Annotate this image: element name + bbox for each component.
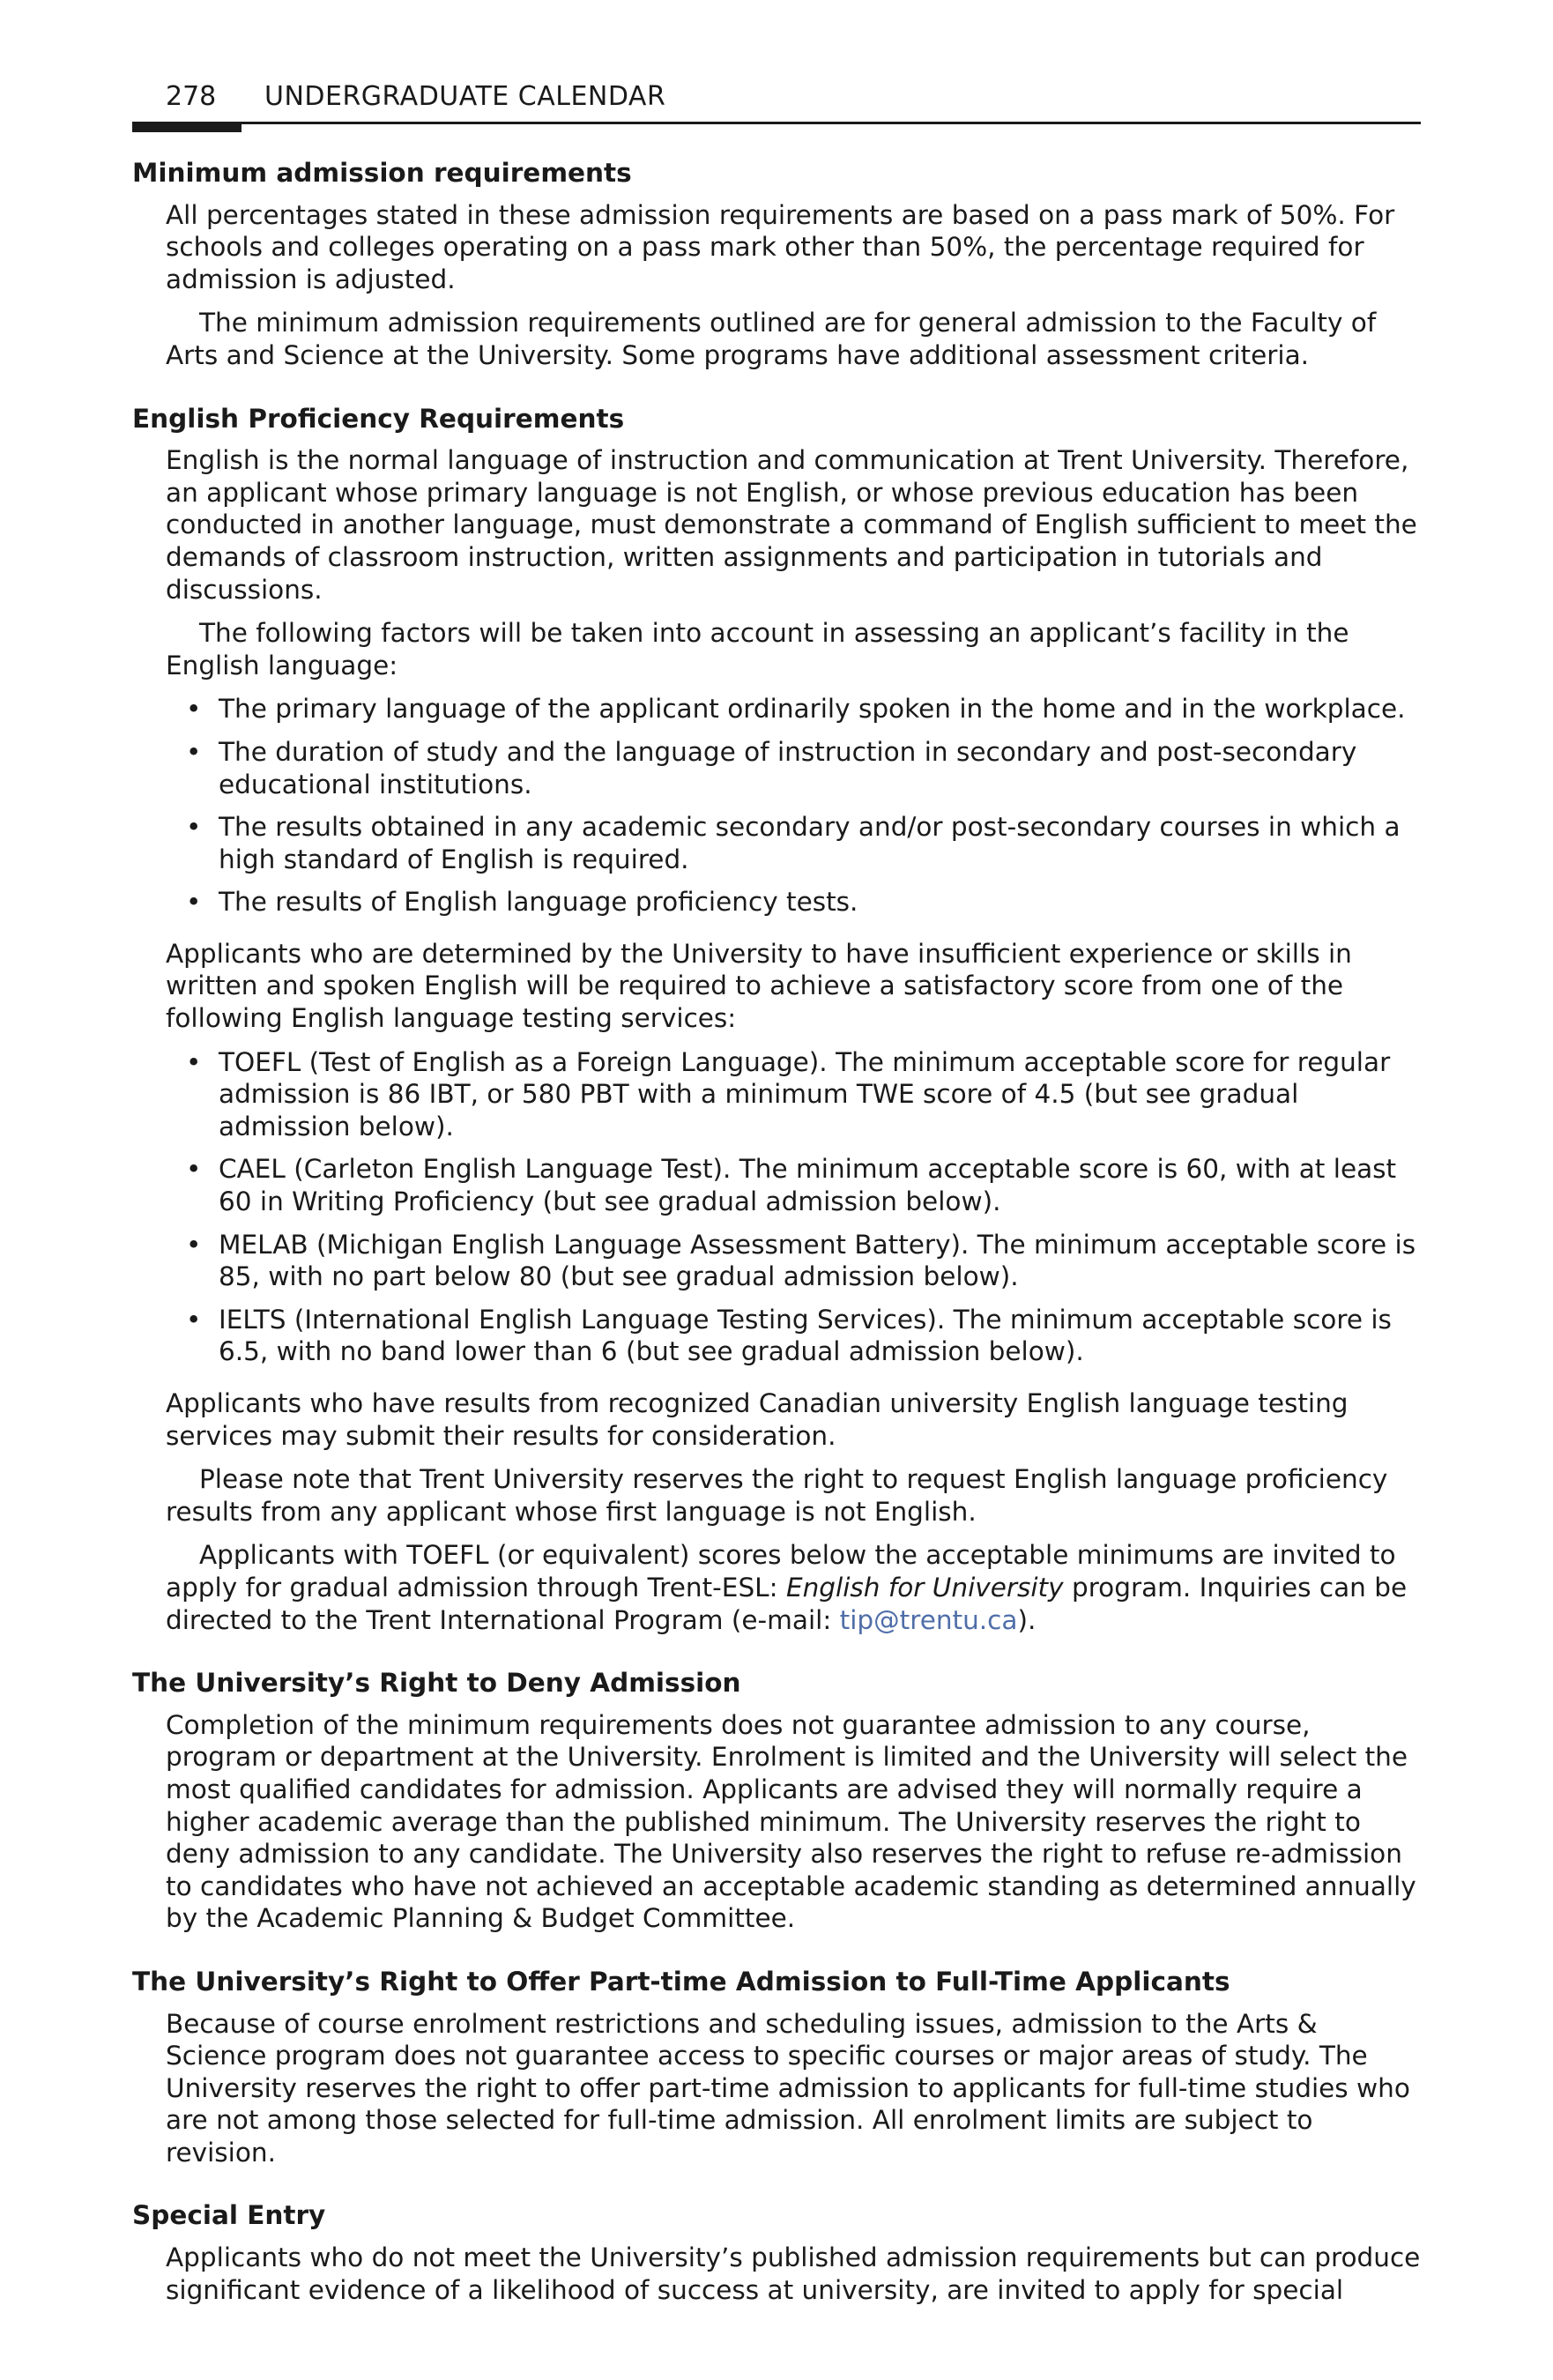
paragraph: The minimum admission requirements outlined are for general admission to the Faculty of Arts and Science at the University. Some programs have additional assessment criteria. bbox=[166, 308, 1377, 370]
page-content bbox=[132, 157, 1421, 2306]
bullet-icon: • bbox=[186, 887, 202, 918]
paragraph: Applicants who are determined by the University to have insufficient experience or skills in written and spoken English will be required to achieve a satisfactory score from one of the following English language testing services: bbox=[166, 938, 1352, 1034]
section-part-time-admission bbox=[132, 1966, 1421, 2169]
section-heading: Special Entry bbox=[132, 2200, 326, 2231]
paragraph: Applicants who have results from recognized Canadian university English language testing services may submit their results for consideration. bbox=[166, 1388, 1349, 1451]
header-rule bbox=[132, 122, 1421, 124]
list-item-text: The results of English language proficiency tests. bbox=[219, 887, 858, 918]
bullet-icon: • bbox=[186, 1304, 202, 1335]
section-heading: Minimum admission requirements bbox=[132, 158, 632, 188]
text-run: program. Inquiries can be directed to the Trent International Program (e-mail: bbox=[166, 1572, 1408, 1635]
list-item bbox=[166, 1304, 1421, 1368]
paragraph: English is the normal language of instruction and communication at Trent University. Therefore, an applicant whose primary language is not English, or whose previous education has been conducted in another language, must demonstrate a command of English sufficient to meet the demands of classroom instruction, written assignments and participation in tutorials and discussions. bbox=[166, 445, 1417, 605]
section-special-entry bbox=[132, 2199, 1421, 2306]
list-item-text: The duration of study and the language of instruction in secondary and post-secondary educational institutions. bbox=[219, 736, 1357, 800]
list-item-text: IELTS (International English Language Testing Services). The minimum acceptable score is 6.5, with no band lower than 6 (but see gradual admission below). bbox=[219, 1304, 1392, 1367]
paragraph: Completion of the minimum requirements does not guarantee admission to any course, program or department at the University. Enrolment is limited and the University will select the most qualified candidates for admission. Applicants are advised they will normally require a higher academic average than the published minimum. The University reserves the right to deny admission to any candidate. The University also reserves the right to refuse re-admission to candidates who have not achieved an acceptable academic standing as determined annually by the Academic Planning & Budget Committee. bbox=[166, 1709, 1416, 1934]
section-heading: English Proficiency Requirements bbox=[132, 403, 625, 434]
text-run: Applicants with TOEFL (or equivalent) scores below the acceptable minimums are invited to apply for gradual admission through Trent-ESL: bbox=[166, 1540, 1396, 1603]
bullet-icon: • bbox=[186, 812, 202, 843]
section-english-proficiency bbox=[132, 403, 1421, 1637]
list-item-text: TOEFL (Test of English as a Foreign Language). The minimum acceptable score for regular admission is 86 IBT, or 580 PBT with a minimum TWE score of 4.5 (but see gradual admission below). bbox=[219, 1046, 1391, 1142]
email-link[interactable]: tip@trentu.ca bbox=[839, 1604, 1018, 1635]
list-item bbox=[166, 1153, 1421, 1217]
section-heading: The University’s Right to Offer Part-time Admission to Full-Time Applicants bbox=[132, 1966, 1230, 1997]
paragraph: Please note that Trent University reserves the right to request English language proficiency results from any applicant whose first language is not English. bbox=[166, 1464, 1388, 1527]
list-item bbox=[166, 886, 1421, 919]
section-minimum-requirements bbox=[132, 157, 1421, 372]
bullet-icon: • bbox=[186, 1229, 202, 1260]
section-right-to-deny bbox=[132, 1667, 1421, 1935]
paragraph: Applicants who do not meet the University’s published admission requirements but can produce significant evidence of a likelihood of success at university, are invited to apply for special bbox=[166, 2242, 1421, 2305]
paragraph: Because of course enrolment restrictions and scheduling issues, admission to the Arts & Science program does not guarantee access to specific courses or major areas of study. The University reserves the right to offer part-time admission to applicants for full-time studies who are not among those selected for full-time admission. All enrolment limits are subject to revision. bbox=[166, 2008, 1410, 2168]
page-number: 278 bbox=[166, 81, 217, 112]
paragraph: All percentages stated in these admission requirements are based on a pass mark of 50%. For schools and colleges operating on a pass mark other than 50%, the percentage required for admission is adjusted. bbox=[166, 199, 1395, 294]
list-item bbox=[166, 811, 1421, 875]
running-head: UNDERGRADUATE CALENDAR bbox=[264, 81, 666, 112]
section-heading: The University’s Right to Deny Admission bbox=[132, 1668, 741, 1699]
program-name: English for University bbox=[785, 1572, 1064, 1603]
list-item bbox=[166, 693, 1421, 725]
bullet-icon: • bbox=[186, 694, 202, 725]
bullet-icon: • bbox=[186, 1154, 202, 1185]
paragraph-gradual-admission bbox=[166, 1539, 1421, 1636]
list-item-text: MELAB (Michigan English Language Assessment Battery). The minimum acceptable score is 85, with no part below 80 (but see gradual admission below). bbox=[219, 1229, 1416, 1292]
paragraph: The following factors will be taken into account in assessing an applicant’s facility in the English language: bbox=[166, 618, 1349, 681]
list-item bbox=[166, 1046, 1421, 1143]
bullet-icon: • bbox=[186, 736, 202, 767]
list-item-text: CAEL (Carleton English Language Test). The minimum acceptable score is 60, with at least 60 in Writing Proficiency (but see gradual admission below). bbox=[219, 1154, 1397, 1217]
list-item-text: The primary language of the applicant ordinarily spoken in the home and in the workplace. bbox=[219, 694, 1406, 725]
page-header bbox=[132, 81, 1421, 134]
header-rule-accent bbox=[132, 122, 241, 132]
list-item bbox=[166, 1229, 1421, 1293]
list-item bbox=[166, 736, 1421, 800]
test-list bbox=[166, 1046, 1421, 1368]
text-run: ). bbox=[1017, 1604, 1037, 1635]
factor-list bbox=[166, 693, 1421, 919]
list-item-text: The results obtained in any academic secondary and/or post-secondary courses in which a high standard of English is required. bbox=[219, 812, 1401, 874]
bullet-icon: • bbox=[186, 1046, 202, 1077]
